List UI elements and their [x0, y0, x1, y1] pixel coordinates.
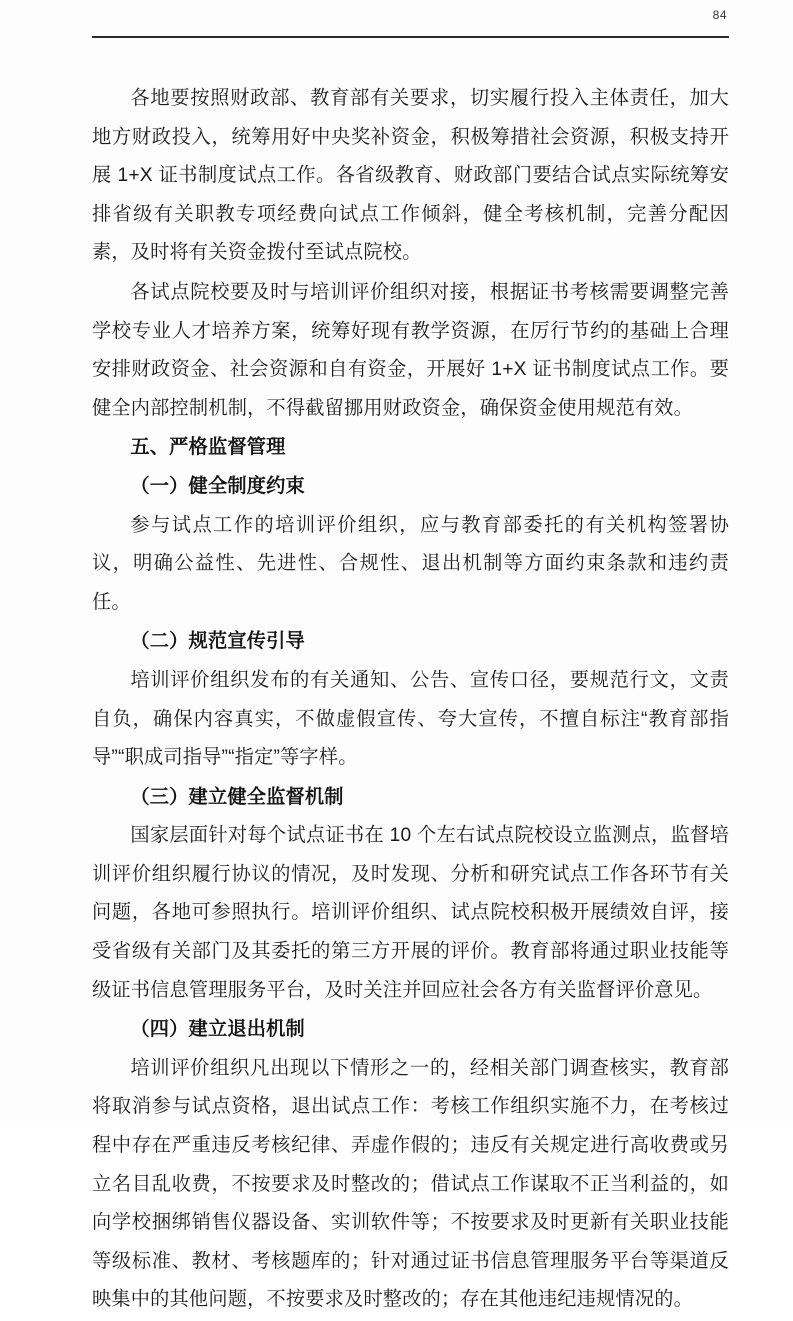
paragraph-exit-conditions: 培训评价组织凡出现以下情形之一的，经相关部门调查核实，教育部将取消参与试点资格，退出试点工作：考核工作组织实施不力，在考核过程中存在严重违反考核纪律、弄虚作假的；违反有关规定进行高收费或另立名目乱收费，不按要求及时整改的；借试点工作谋取不正当利益的，如向学校捆绑销售仪器设备、实训软件等；不按要求及时更新有关职业技能等级标准、教材、考核题库的；针对通过证书信息管理服务平台等渠道反映集中的其他问题，不按要求及时整改的；存在其他违纪违规情况的。 [92, 1057, 729, 1311]
header-divider [92, 36, 729, 38]
page-number: 84 [712, 8, 727, 22]
paragraph-publicity-rules: 培训评价组织发布的有关通知、公告、宣传口径，要规范行文，文责自负，确保内容真实，不做虚假宣传、夸大宣传，不擅自标注“教育部指导”“职成司指导”“指定”等字样。 [92, 669, 729, 769]
paragraph-pilot-school-coordination: 各试点院校要及时与培训评价组织对接，根据证书考核需要调整完善学校专业人才培养方案，统筹好现有教学资源，在厉行节约的基础上合理安排财政资金、社会资源和自有资金，开展好 1+X 证书制度试点工作。要健全内部控制机制，不得截留挪用财政资金，确保资金使用规范有效。 [92, 281, 729, 419]
subheading-exit-mechanism: （四）建立退出机制 [130, 1019, 305, 1041]
paragraph-monitoring-points: 国家层面针对每个试点证书在 10 个左右试点院校设立监测点，监督培训评价组织履行协议的情况，及时发现、分析和研究试点工作各环节有关问题，各地可参照执行。培训评价组织、试点院校积极开展绩效自评，接受省级有关部门及其委托的第三方开展的评价。教育部将通过职业技能等级证书信息管理服务平台，及时关注并回应社会各方有关监督评价意见。 [92, 825, 729, 1001]
heading-section-five: 五、严格监督管理 [130, 437, 286, 459]
document-body [92, 80, 729, 1321]
subheading-supervision-mechanism: （三）建立健全监督机制 [130, 786, 344, 808]
subheading-publicity-guidance: （二）规范宣传引导 [130, 631, 305, 653]
subheading-institutional-constraints: （一）健全制度约束 [130, 475, 305, 497]
paragraph-funding-responsibility: 各地要按照财政部、教育部有关要求，切实履行投入主体责任，加大地方财政投入，统筹用好中央奖补资金，积极筹措社会资源，积极支持开展 1+X 证书制度试点工作。各省级教育、财政部门要结合试点实际统筹安排省级有关职教专项经费向试点工作倾斜，健全考核机制，完善分配因素，及时将有关资金拨付至试点院校。 [92, 88, 729, 264]
paragraph-agreement-signing: 参与试点工作的培训评价组织，应与教育部委托的有关机构签署协议，明确公益性、先进性、合规性、退出机制等方面约束条款和违约责任。 [92, 514, 729, 613]
